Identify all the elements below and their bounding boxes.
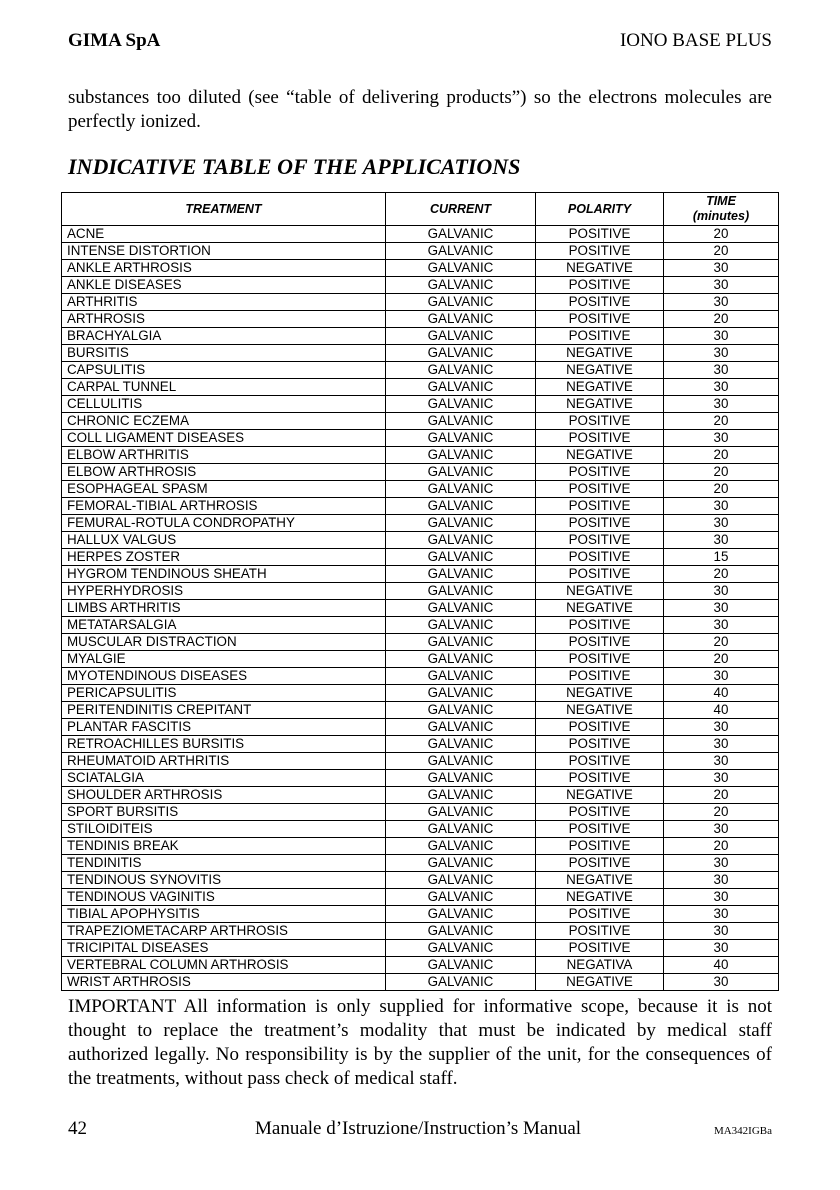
table-header-row: [62, 193, 779, 226]
header-company: GIMA SpA: [68, 30, 161, 51]
treatment-cell: STILOIDITEIS: [62, 821, 386, 838]
table-row: [62, 821, 779, 838]
treatment-cell: TENDINITIS: [62, 855, 386, 872]
time-cell: 20: [664, 413, 779, 430]
current-cell: GALVANIC: [386, 430, 536, 447]
treatment-cell: HERPES ZOSTER: [62, 549, 386, 566]
table-row: [62, 702, 779, 719]
polarity-cell: POSITIVE: [536, 855, 664, 872]
polarity-cell: POSITIVE: [536, 634, 664, 651]
polarity-cell: POSITIVE: [536, 940, 664, 957]
table-body: [62, 226, 779, 991]
time-cell: 20: [664, 838, 779, 855]
table-row: [62, 447, 779, 464]
column-header-current: CURRENT: [386, 193, 536, 226]
time-cell: 30: [664, 736, 779, 753]
polarity-cell: NEGATIVE: [536, 260, 664, 277]
applications-table: [61, 192, 779, 991]
current-cell: GALVANIC: [386, 566, 536, 583]
treatment-cell: ARTHROSIS: [62, 311, 386, 328]
treatment-cell: PLANTAR FASCITIS: [62, 719, 386, 736]
time-cell: 20: [664, 311, 779, 328]
treatment-cell: MYOTENDINOUS DISEASES: [62, 668, 386, 685]
polarity-cell: POSITIVE: [536, 651, 664, 668]
polarity-cell: NEGATIVE: [536, 362, 664, 379]
time-cell: 20: [664, 481, 779, 498]
treatment-cell: RHEUMATOID ARTHRITIS: [62, 753, 386, 770]
section-title: INDICATIVE TABLE OF THE APPLICATIONS: [68, 154, 521, 179]
polarity-cell: NEGATIVE: [536, 583, 664, 600]
time-cell: 30: [664, 753, 779, 770]
treatment-cell: VERTEBRAL COLUMN ARTHROSIS: [62, 957, 386, 974]
time-cell: 30: [664, 940, 779, 957]
current-cell: GALVANIC: [386, 889, 536, 906]
polarity-cell: POSITIVE: [536, 804, 664, 821]
current-cell: GALVANIC: [386, 515, 536, 532]
treatment-cell: SPORT BURSITIS: [62, 804, 386, 821]
polarity-cell: NEGATIVE: [536, 787, 664, 804]
polarity-cell: NEGATIVE: [536, 396, 664, 413]
polarity-cell: POSITIVE: [536, 617, 664, 634]
treatment-cell: MYALGIE: [62, 651, 386, 668]
polarity-cell: NEGATIVE: [536, 379, 664, 396]
treatment-cell: SHOULDER ARTHROSIS: [62, 787, 386, 804]
polarity-cell: POSITIVE: [536, 736, 664, 753]
current-cell: GALVANIC: [386, 447, 536, 464]
important-notice: IMPORTANT All information is only supplied for informative scope, because it is not thought to replace the treatment’s modality that must be indicated by medical staff authorized legally. No responsibility is by the supplier of the unit, for the consequences of the treatments, without pass check of medical staff.: [68, 996, 772, 1089]
polarity-cell: POSITIVE: [536, 566, 664, 583]
polarity-cell: POSITIVE: [536, 906, 664, 923]
table-row: [62, 498, 779, 515]
table-row: [62, 362, 779, 379]
current-cell: GALVANIC: [386, 668, 536, 685]
time-cell: 40: [664, 685, 779, 702]
polarity-cell: NEGATIVE: [536, 685, 664, 702]
treatment-cell: MUSCULAR DISTRACTION: [62, 634, 386, 651]
current-cell: GALVANIC: [386, 940, 536, 957]
intro-paragraph: substances too diluted (see “table of delivering products”) so the electrons molecules are perfectly ionized.: [68, 87, 772, 132]
time-cell: 30: [664, 328, 779, 345]
treatment-cell: TRAPEZIOMETACARP ARTHROSIS: [62, 923, 386, 940]
polarity-cell: POSITIVE: [536, 753, 664, 770]
table-row: [62, 872, 779, 889]
table-row: [62, 838, 779, 855]
table-row: [62, 277, 779, 294]
time-cell: 40: [664, 702, 779, 719]
current-cell: GALVANIC: [386, 583, 536, 600]
treatment-cell: PERICAPSULITIS: [62, 685, 386, 702]
current-cell: GALVANIC: [386, 243, 536, 260]
current-cell: GALVANIC: [386, 770, 536, 787]
polarity-cell: NEGATIVE: [536, 702, 664, 719]
time-cell: 30: [664, 617, 779, 634]
treatment-cell: TIBIAL APOPHYSITIS: [62, 906, 386, 923]
table-row: [62, 974, 779, 991]
polarity-cell: POSITIVE: [536, 498, 664, 515]
table-row: [62, 736, 779, 753]
polarity-cell: POSITIVE: [536, 923, 664, 940]
time-cell: 30: [664, 872, 779, 889]
current-cell: GALVANIC: [386, 549, 536, 566]
polarity-cell: NEGATIVE: [536, 974, 664, 991]
current-cell: GALVANIC: [386, 294, 536, 311]
current-cell: GALVANIC: [386, 974, 536, 991]
treatment-cell: ELBOW ARTHROSIS: [62, 464, 386, 481]
polarity-cell: POSITIVE: [536, 668, 664, 685]
polarity-cell: POSITIVE: [536, 481, 664, 498]
polarity-cell: POSITIVE: [536, 549, 664, 566]
treatment-cell: ANKLE ARTHROSIS: [62, 260, 386, 277]
current-cell: GALVANIC: [386, 532, 536, 549]
polarity-cell: NEGATIVE: [536, 889, 664, 906]
table-row: [62, 345, 779, 362]
table-row: [62, 464, 779, 481]
table-row: [62, 311, 779, 328]
table-row: [62, 328, 779, 345]
table-row: [62, 617, 779, 634]
current-cell: GALVANIC: [386, 481, 536, 498]
treatment-cell: HALLUX VALGUS: [62, 532, 386, 549]
treatment-cell: CHRONIC ECZEMA: [62, 413, 386, 430]
time-cell: 30: [664, 396, 779, 413]
treatment-cell: ESOPHAGEAL SPASM: [62, 481, 386, 498]
table-row: [62, 787, 779, 804]
time-cell: 30: [664, 889, 779, 906]
current-cell: GALVANIC: [386, 634, 536, 651]
time-cell: 30: [664, 345, 779, 362]
current-cell: GALVANIC: [386, 617, 536, 634]
polarity-cell: NEGATIVE: [536, 345, 664, 362]
time-cell: 20: [664, 243, 779, 260]
time-cell: 30: [664, 583, 779, 600]
time-unit-label: (minutes): [692, 209, 750, 223]
time-cell: 20: [664, 651, 779, 668]
time-cell: 30: [664, 277, 779, 294]
treatment-cell: BRACHYALGIA: [62, 328, 386, 345]
time-cell: 30: [664, 379, 779, 396]
table-row: [62, 566, 779, 583]
time-cell: 30: [664, 855, 779, 872]
table-row: [62, 770, 779, 787]
treatment-cell: INTENSE DISTORTION: [62, 243, 386, 260]
current-cell: GALVANIC: [386, 379, 536, 396]
treatment-cell: CARPAL TUNNEL: [62, 379, 386, 396]
treatment-cell: COLL LIGAMENT DISEASES: [62, 430, 386, 447]
current-cell: GALVANIC: [386, 600, 536, 617]
treatment-cell: ACNE: [62, 226, 386, 243]
header-product: IONO BASE PLUS: [619, 30, 772, 51]
polarity-cell: POSITIVE: [536, 770, 664, 787]
current-cell: GALVANIC: [386, 787, 536, 804]
treatment-cell: HYPERHYDROSIS: [62, 583, 386, 600]
time-cell: 30: [664, 821, 779, 838]
treatment-cell: LIMBS ARTHRITIS: [62, 600, 386, 617]
table-row: [62, 226, 779, 243]
treatment-cell: CELLULITIS: [62, 396, 386, 413]
polarity-cell: POSITIVE: [536, 226, 664, 243]
time-cell: 30: [664, 719, 779, 736]
current-cell: GALVANIC: [386, 804, 536, 821]
table-row: [62, 855, 779, 872]
current-cell: GALVANIC: [386, 396, 536, 413]
table-row: [62, 753, 779, 770]
table-row: [62, 685, 779, 702]
current-cell: GALVANIC: [386, 328, 536, 345]
current-cell: GALVANIC: [386, 855, 536, 872]
table-row: [62, 906, 779, 923]
current-cell: GALVANIC: [386, 923, 536, 940]
polarity-cell: NEGATIVE: [536, 447, 664, 464]
column-header-polarity: POLARITY: [536, 193, 664, 226]
table-row: [62, 549, 779, 566]
current-cell: GALVANIC: [386, 345, 536, 362]
footer-doc-code: MA342IGBa: [713, 1125, 772, 1137]
current-cell: GALVANIC: [386, 736, 536, 753]
treatment-cell: TENDINOUS VAGINITIS: [62, 889, 386, 906]
table-row: [62, 957, 779, 974]
treatment-cell: ELBOW ARTHRITIS: [62, 447, 386, 464]
time-cell: 30: [664, 532, 779, 549]
current-cell: GALVANIC: [386, 753, 536, 770]
time-cell: 30: [664, 430, 779, 447]
table-row: [62, 651, 779, 668]
treatment-cell: HYGROM TENDINOUS SHEATH: [62, 566, 386, 583]
time-cell: 30: [664, 974, 779, 991]
table-row: [62, 583, 779, 600]
table-row: [62, 515, 779, 532]
polarity-cell: POSITIVE: [536, 464, 664, 481]
time-label: TIME: [706, 194, 736, 208]
table-row: [62, 379, 779, 396]
time-cell: 20: [664, 464, 779, 481]
table-row: [62, 889, 779, 906]
column-header-treatment: TREATMENT: [62, 193, 386, 226]
time-cell: 30: [664, 668, 779, 685]
polarity-cell: POSITIVE: [536, 515, 664, 532]
polarity-cell: POSITIVE: [536, 430, 664, 447]
time-cell: 30: [664, 260, 779, 277]
treatment-cell: METATARSALGIA: [62, 617, 386, 634]
treatment-cell: TENDINOUS SYNOVITIS: [62, 872, 386, 889]
table-row: [62, 481, 779, 498]
current-cell: GALVANIC: [386, 277, 536, 294]
polarity-cell: NEGATIVA: [536, 957, 664, 974]
treatment-cell: PERITENDINITIS CREPITANT: [62, 702, 386, 719]
time-cell: 20: [664, 566, 779, 583]
table-row: [62, 532, 779, 549]
polarity-cell: NEGATIVE: [536, 600, 664, 617]
treatment-cell: WRIST ARTHROSIS: [62, 974, 386, 991]
polarity-cell: POSITIVE: [536, 277, 664, 294]
time-cell: 30: [664, 906, 779, 923]
current-cell: GALVANIC: [386, 260, 536, 277]
time-cell: 20: [664, 447, 779, 464]
table-row: [62, 804, 779, 821]
polarity-cell: POSITIVE: [536, 243, 664, 260]
treatment-cell: RETROACHILLES BURSITIS: [62, 736, 386, 753]
current-cell: GALVANIC: [386, 957, 536, 974]
polarity-cell: POSITIVE: [536, 413, 664, 430]
table-row: [62, 413, 779, 430]
current-cell: GALVANIC: [386, 872, 536, 889]
table-row: [62, 600, 779, 617]
table-row: [62, 719, 779, 736]
table-row: [62, 243, 779, 260]
current-cell: GALVANIC: [386, 702, 536, 719]
polarity-cell: POSITIVE: [536, 532, 664, 549]
polarity-cell: POSITIVE: [536, 294, 664, 311]
current-cell: GALVANIC: [386, 498, 536, 515]
treatment-cell: TRICIPITAL DISEASES: [62, 940, 386, 957]
current-cell: GALVANIC: [386, 464, 536, 481]
table-row: [62, 923, 779, 940]
current-cell: GALVANIC: [386, 906, 536, 923]
time-cell: 30: [664, 362, 779, 379]
table-row: [62, 294, 779, 311]
polarity-cell: POSITIVE: [536, 719, 664, 736]
time-cell: 30: [664, 923, 779, 940]
current-cell: GALVANIC: [386, 719, 536, 736]
footer-manual-title: Manuale d’Istruzione/Instruction’s Manual: [255, 1118, 582, 1139]
current-cell: GALVANIC: [386, 226, 536, 243]
current-cell: GALVANIC: [386, 362, 536, 379]
treatment-cell: ANKLE DISEASES: [62, 277, 386, 294]
time-cell: 30: [664, 498, 779, 515]
time-cell: 30: [664, 770, 779, 787]
time-cell: 30: [664, 515, 779, 532]
table-row: [62, 430, 779, 447]
column-header-time: [664, 193, 779, 226]
polarity-cell: POSITIVE: [536, 838, 664, 855]
polarity-cell: POSITIVE: [536, 821, 664, 838]
time-cell: 20: [664, 226, 779, 243]
polarity-cell: NEGATIVE: [536, 872, 664, 889]
treatment-cell: BURSITIS: [62, 345, 386, 362]
footer-page-number: 42: [68, 1118, 87, 1139]
treatment-cell: ARTHRITIS: [62, 294, 386, 311]
treatment-cell: CAPSULITIS: [62, 362, 386, 379]
current-cell: GALVANIC: [386, 838, 536, 855]
current-cell: GALVANIC: [386, 685, 536, 702]
time-cell: 20: [664, 787, 779, 804]
current-cell: GALVANIC: [386, 413, 536, 430]
polarity-cell: POSITIVE: [536, 311, 664, 328]
time-cell: 30: [664, 294, 779, 311]
treatment-cell: FEMORAL-TIBIAL ARTHROSIS: [62, 498, 386, 515]
time-cell: 20: [664, 634, 779, 651]
current-cell: GALVANIC: [386, 651, 536, 668]
time-cell: 40: [664, 957, 779, 974]
polarity-cell: POSITIVE: [536, 328, 664, 345]
treatment-cell: FEMURAL-ROTULA CONDROPATHY: [62, 515, 386, 532]
time-cell: 15: [664, 549, 779, 566]
current-cell: GALVANIC: [386, 311, 536, 328]
current-cell: GALVANIC: [386, 821, 536, 838]
table-row: [62, 668, 779, 685]
treatment-cell: SCIATALGIA: [62, 770, 386, 787]
time-cell: 20: [664, 804, 779, 821]
table-row: [62, 940, 779, 957]
table-row: [62, 396, 779, 413]
table-row: [62, 260, 779, 277]
time-cell: 30: [664, 600, 779, 617]
table-row: [62, 634, 779, 651]
treatment-cell: TENDINIS BREAK: [62, 838, 386, 855]
